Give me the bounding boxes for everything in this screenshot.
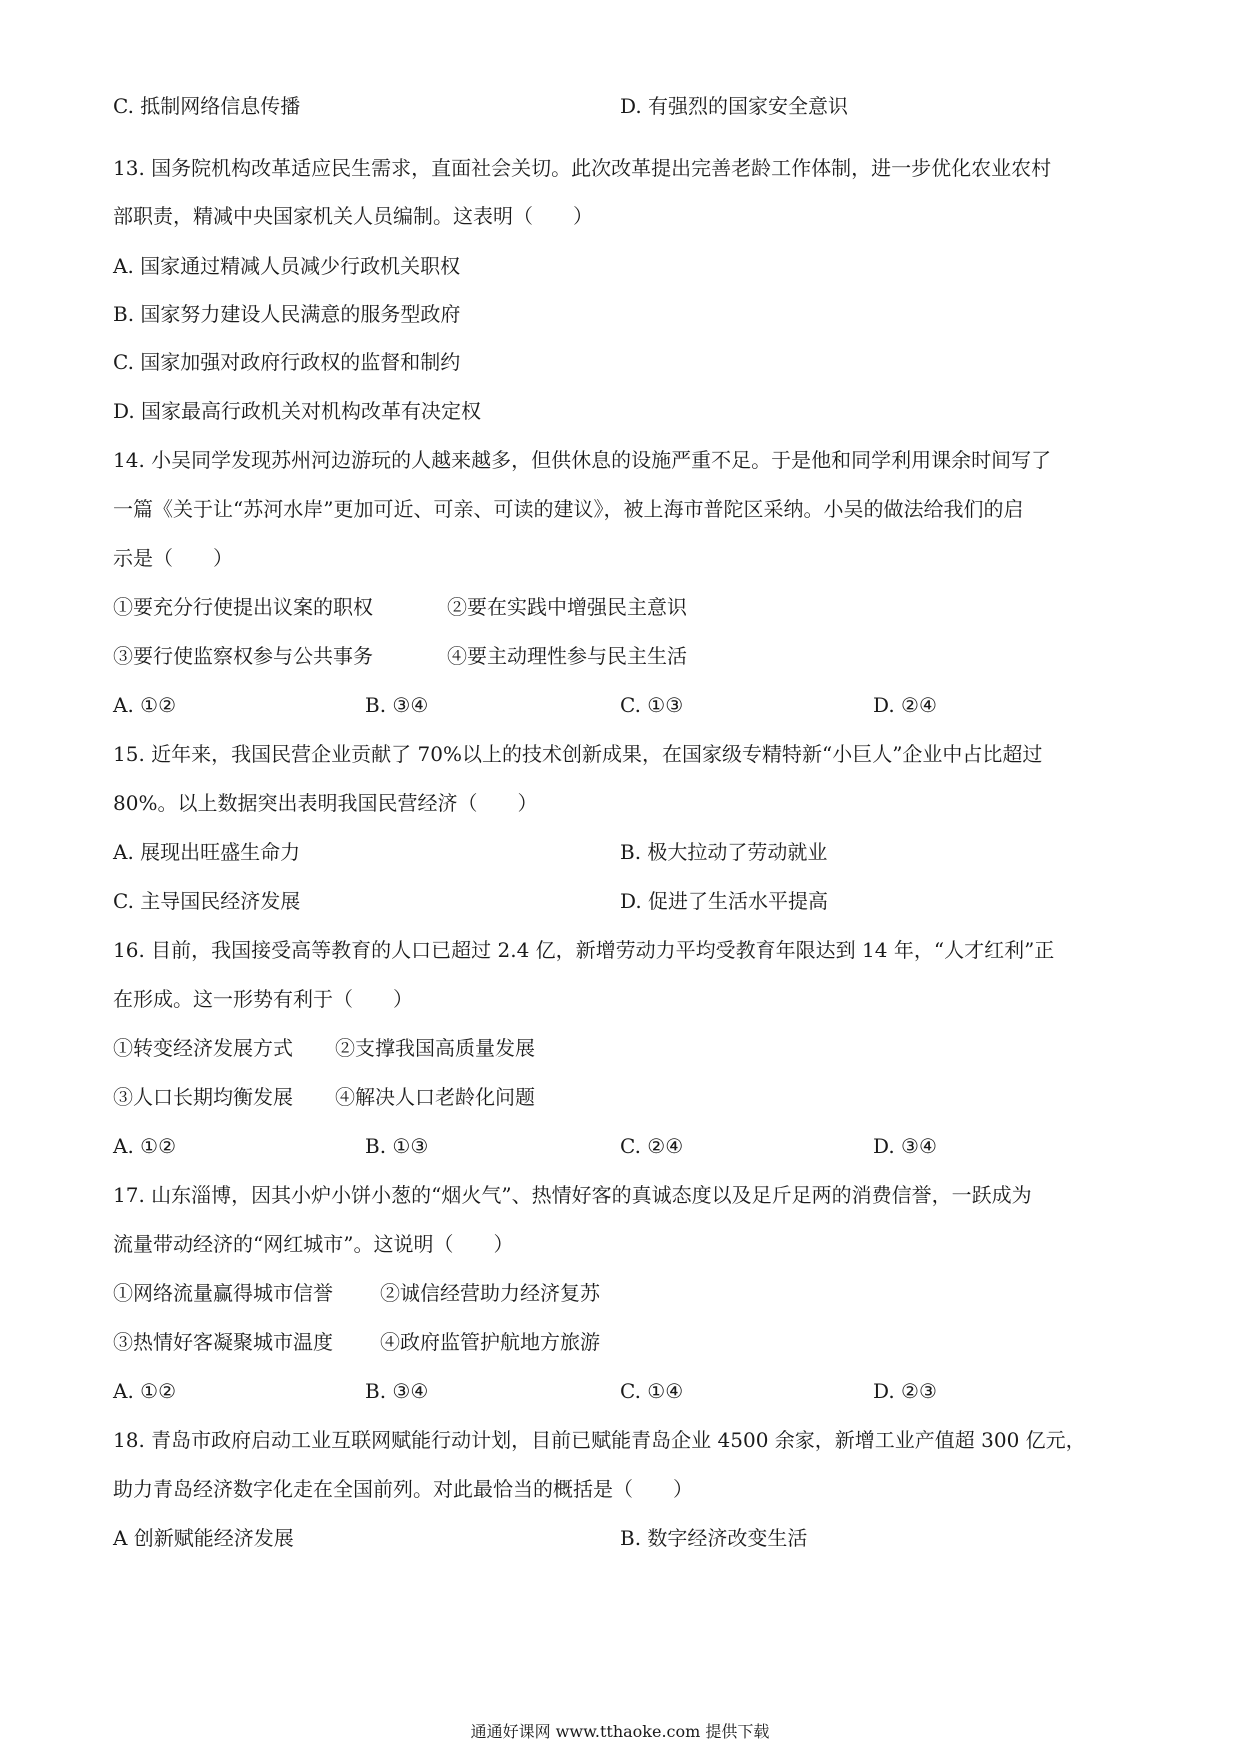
q12-option-d: D. 有强烈的国家安全意识 — [620, 94, 849, 118]
page-footer: 通通好课网 www.tthaoke.com 提供下载 — [470, 1722, 770, 1741]
q16-option-b: B. ①③ — [365, 1134, 429, 1158]
q16-option-d: D. ③④ — [873, 1134, 937, 1158]
q17-item-4: ④政府监管护航地方旅游 — [380, 1330, 600, 1354]
q14-stem-line-3: 示是（ ） — [113, 546, 233, 570]
q18-option-b: B. 数字经济改变生活 — [620, 1526, 808, 1550]
q18-stem-line-2: 助力青岛经济数字化走在全国前列。对此最恰当的概括是（ ） — [113, 1477, 693, 1501]
q12-option-c: C. 抵制网络信息传播 — [113, 94, 301, 118]
q16-option-a: A. ①② — [113, 1134, 177, 1158]
q17-stem-line-2: 流量带动经济的“网红城市”。这说明（ ） — [113, 1232, 514, 1256]
q15-option-a: A. 展现出旺盛生命力 — [113, 840, 301, 864]
q15-stem-line-2: 80%。以上数据突出表明我国民营经济（ ） — [113, 791, 538, 815]
q15-stem-line-1: 15. 近年来，我国民营企业贡献了 70%以上的技术创新成果，在国家级专精特新“小巨人”企业中占比超过 — [113, 742, 1043, 766]
q17-option-a: A. ①② — [113, 1379, 177, 1403]
q14-item-1: ①要充分行使提出议案的职权 — [113, 595, 373, 619]
q13-option-d: D. 国家最高行政机关对机构改革有决定权 — [113, 399, 482, 423]
q15-option-b: B. 极大拉动了劳动就业 — [620, 840, 828, 864]
q17-item-2: ②诚信经营助力经济复苏 — [380, 1281, 600, 1305]
q13-option-b: B. 国家努力建设人民满意的服务型政府 — [113, 302, 461, 326]
q15-option-d: D. 促进了生活水平提高 — [620, 889, 829, 913]
q17-stem-line-1: 17. 山东淄博，因其小炉小饼小葱的“烟火气”、热情好客的真诚态度以及足斤足两的消费信誉，一跃成为 — [113, 1183, 1032, 1207]
q14-option-a: A. ①② — [113, 693, 177, 717]
q16-stem-line-2: 在形成。这一形势有利于（ ） — [113, 987, 413, 1011]
q13-option-a: A. 国家通过精减人员减少行政机关职权 — [113, 254, 461, 278]
q14-item-2: ②要在实践中增强民主意识 — [447, 595, 687, 619]
q17-option-c: C. ①④ — [620, 1379, 684, 1403]
q14-option-b: B. ③④ — [365, 693, 429, 717]
q16-item-3: ③人口长期均衡发展 — [113, 1085, 293, 1109]
q18-stem-line-1: 18. 青岛市政府启动工业互联网赋能行动计划，目前已赋能青岛企业 4500 余家，新增工业产值超 300 亿元， — [113, 1428, 1086, 1452]
q17-item-3: ③热情好客凝聚城市温度 — [113, 1330, 333, 1354]
q16-item-2: ②支撑我国高质量发展 — [335, 1036, 535, 1060]
q14-item-3: ③要行使监察权参与公共事务 — [113, 644, 373, 668]
q13-stem-line-1: 13. 国务院机构改革适应民生需求，直面社会关切。此次改革提出完善老龄工作体制，进一步优化农业农村 — [113, 156, 1052, 180]
q16-stem-line-1: 16. 目前，我国接受高等教育的人口已超过 2.4 亿，新增劳动力平均受教育年限达到 14 年，“人才红利”正 — [113, 938, 1055, 962]
q14-option-c: C. ①③ — [620, 693, 684, 717]
q17-option-b: B. ③④ — [365, 1379, 429, 1403]
q17-option-d: D. ②③ — [873, 1379, 937, 1403]
q16-option-c: C. ②④ — [620, 1134, 684, 1158]
q18-option-a: A 创新赋能经济发展 — [113, 1526, 294, 1550]
q14-item-4: ④要主动理性参与民主生活 — [447, 644, 687, 668]
q14-stem-line-1: 14. 小吴同学发现苏州河边游玩的人越来越多，但供休息的设施严重不足。于是他和同学利用课余时间写了 — [113, 448, 1052, 472]
q13-stem-line-2: 部职责，精减中央国家机关人员编制。这表明（ ） — [113, 204, 593, 228]
q16-item-1: ①转变经济发展方式 — [113, 1036, 293, 1060]
q13-option-c: C. 国家加强对政府行政权的监督和制约 — [113, 350, 461, 374]
q16-item-4: ④解决人口老龄化问题 — [335, 1085, 535, 1109]
q15-option-c: C. 主导国民经济发展 — [113, 889, 301, 913]
q17-item-1: ①网络流量赢得城市信誉 — [113, 1281, 333, 1305]
q14-option-d: D. ②④ — [873, 693, 937, 717]
q14-stem-line-2: 一篇《关于让“苏河水岸”更加可近、可亲、可读的建议》，被上海市普陀区采纳。小吴的做法给我们的启 — [113, 497, 1024, 521]
